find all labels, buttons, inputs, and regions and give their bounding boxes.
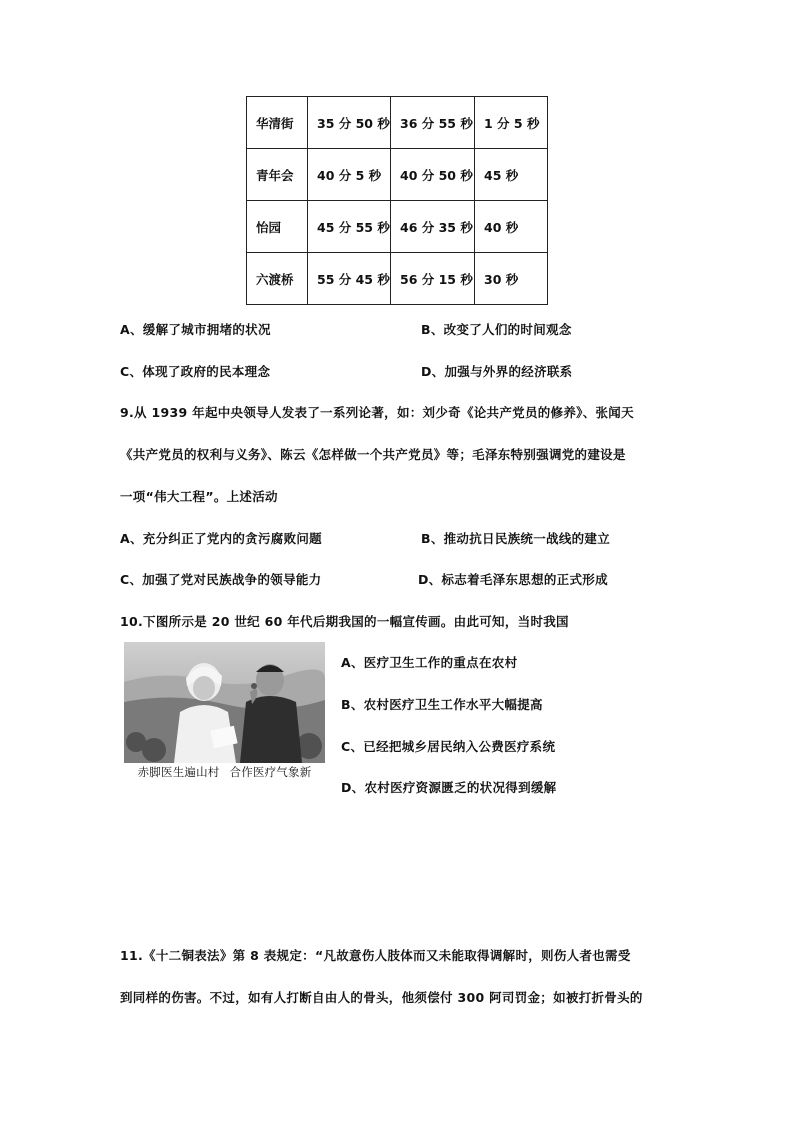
table-cell: 1 分 5 秒 bbox=[475, 97, 548, 149]
table-cell: 35 分 50 秒 bbox=[308, 97, 391, 149]
q9-stem-line1: 9.从 1939 年起中央领导人发表了一系列论著，如：刘少奇《论共产党员的修养》、张闻天 bbox=[120, 405, 634, 420]
table-cell: 45 秒 bbox=[475, 149, 548, 201]
table-cell: 怡园 bbox=[247, 201, 308, 253]
q8-option-d: D、加强与外界的经济联系 bbox=[421, 364, 573, 379]
table-row bbox=[247, 253, 548, 305]
table-row bbox=[247, 201, 548, 253]
poster-caption-right: 合作医疗气象新 bbox=[229, 765, 312, 779]
q9-option-d: D、标志着毛泽东思想的正式形成 bbox=[418, 572, 608, 587]
table-cell: 40 分 50 秒 bbox=[391, 149, 475, 201]
table-cell: 40 秒 bbox=[475, 201, 548, 253]
poster-caption bbox=[124, 764, 325, 780]
q8-option-c: C、体现了政府的民本理念 bbox=[120, 364, 271, 379]
table-row bbox=[247, 97, 548, 149]
q9-stem-line3: 一项“伟大工程”。上述活动 bbox=[120, 489, 278, 504]
q10-stem: 10.下图所示是 20 世纪 60 年代后期我国的一幅宣传画。由此可知，当时我国 bbox=[120, 614, 569, 629]
q10-option-b: B、农村医疗卫生工作水平大幅提高 bbox=[341, 697, 543, 712]
q8-option-a: A、缓解了城市拥堵的状况 bbox=[120, 322, 271, 337]
q11-stem-line1: 11.《十二铜表法》第 8 表规定：“凡故意伤人肢体而又未能取得调解时，则伤人者也需受 bbox=[120, 948, 631, 963]
poster-illustration bbox=[124, 642, 325, 763]
table-cell: 华清街 bbox=[247, 97, 308, 149]
q10-option-d: D、农村医疗资源匮乏的状况得到缓解 bbox=[341, 780, 557, 795]
q9-option-c: C、加强了党对民族战争的领导能力 bbox=[120, 572, 322, 587]
table-cell: 六渡桥 bbox=[247, 253, 308, 305]
table-cell: 30 秒 bbox=[475, 253, 548, 305]
table-cell: 45 分 55 秒 bbox=[308, 201, 391, 253]
table-cell: 40 分 5 秒 bbox=[308, 149, 391, 201]
q8-option-b: B、改变了人们的时间观念 bbox=[421, 322, 572, 337]
poster-caption-left: 赤脚医生遍山村 bbox=[137, 765, 220, 779]
propaganda-poster-image bbox=[124, 642, 325, 763]
table-cell: 56 分 15 秒 bbox=[391, 253, 475, 305]
q9-option-a: A、充分纠正了党内的贪污腐败问题 bbox=[120, 531, 322, 546]
table-cell: 青年会 bbox=[247, 149, 308, 201]
q11-stem-line2: 到同样的伤害。不过，如有人打断自由人的骨头，他须偿付 300 阿司罚金；如被打折骨头的 bbox=[120, 990, 643, 1005]
table-row bbox=[247, 149, 548, 201]
q9-option-b: B、推动抗日民族统一战线的建立 bbox=[421, 531, 611, 546]
schedule-table bbox=[246, 96, 548, 305]
q10-option-a: A、医疗卫生工作的重点在农村 bbox=[341, 655, 518, 670]
table-cell: 55 分 45 秒 bbox=[308, 253, 391, 305]
q10-option-c: C、已经把城乡居民纳入公费医疗系统 bbox=[341, 739, 556, 754]
table-cell: 46 分 35 秒 bbox=[391, 201, 475, 253]
q9-stem-line2: 《共产党员的权利与义务》、陈云《怎样做一个共产党员》等；毛泽东特别强调党的建设是 bbox=[120, 447, 626, 462]
table-cell: 36 分 55 秒 bbox=[391, 97, 475, 149]
